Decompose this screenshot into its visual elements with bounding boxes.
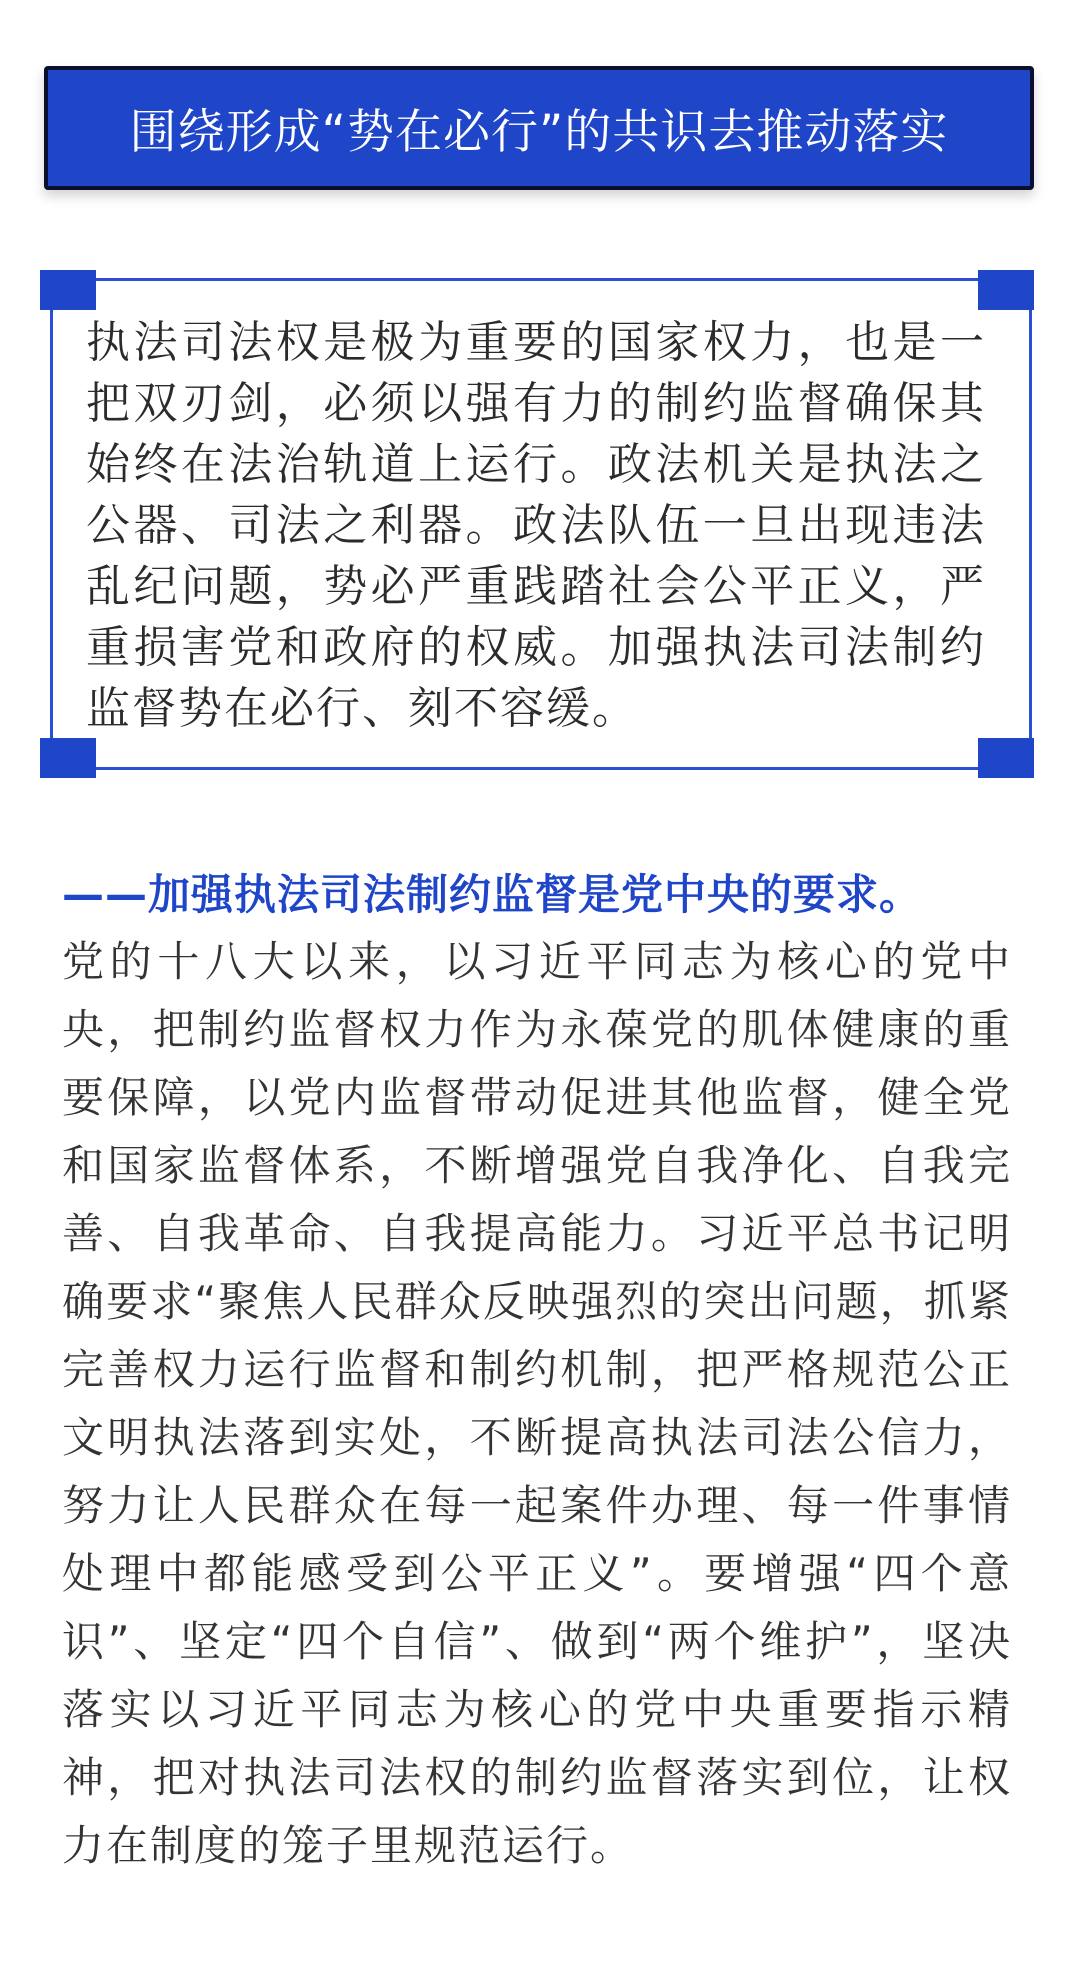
section-lead-heading: ——加强执法司法制约监督是党中央的要求。 xyxy=(62,870,923,919)
title-banner xyxy=(44,66,1034,190)
quote-paragraph: 执法司法权是极为重要的国家权力，也是一把双刃剑，必须以强有力的制约监督确保其始终在法治轨道上运行。政法机关是执法之公器、司法之利器。政法队伍一旦出现违法乱纪问题，势必严重践踏社会公平正义，严重损害党和政府的权威。加强执法司法制约监督势在必行、刻不容缓。 xyxy=(86,317,986,734)
corner-bracket-bottom-left xyxy=(40,738,96,778)
corner-bracket-top-left xyxy=(40,270,96,310)
section-title: 围绕形成“势在必行”的共识去推动落实 xyxy=(129,104,949,160)
corner-bracket-bottom-right xyxy=(978,738,1034,778)
section-body-paragraph: 党的十八大以来，以习近平同志为核心的党中央，把制约监督权力作为永葆党的肌体健康的重要保障，以党内监督带动促进其他监督，健全党和国家监督体系，不断增强党自我净化、自我完善、自我革命、自我提高能力。习近平总书记明确要求“聚焦人民群众反映强烈的突出问题，抓紧完善权力运行监督和制约机制，把严格规范公正文明执法落到实处，不断提高执法司法公信力，努力让人民群众在每一起案件办理、每一件事情处理中都能感受到公平正义”。要增强“四个意识”、坚定“四个自信”、做到“两个维护”，坚决落实以习近平同志为核心的党中央重要指示精神，把对执法司法权的制约监督落实到位，让权力在制度的笼子里规范运行。 xyxy=(62,937,1012,1870)
corner-bracket-top-right xyxy=(978,270,1034,310)
